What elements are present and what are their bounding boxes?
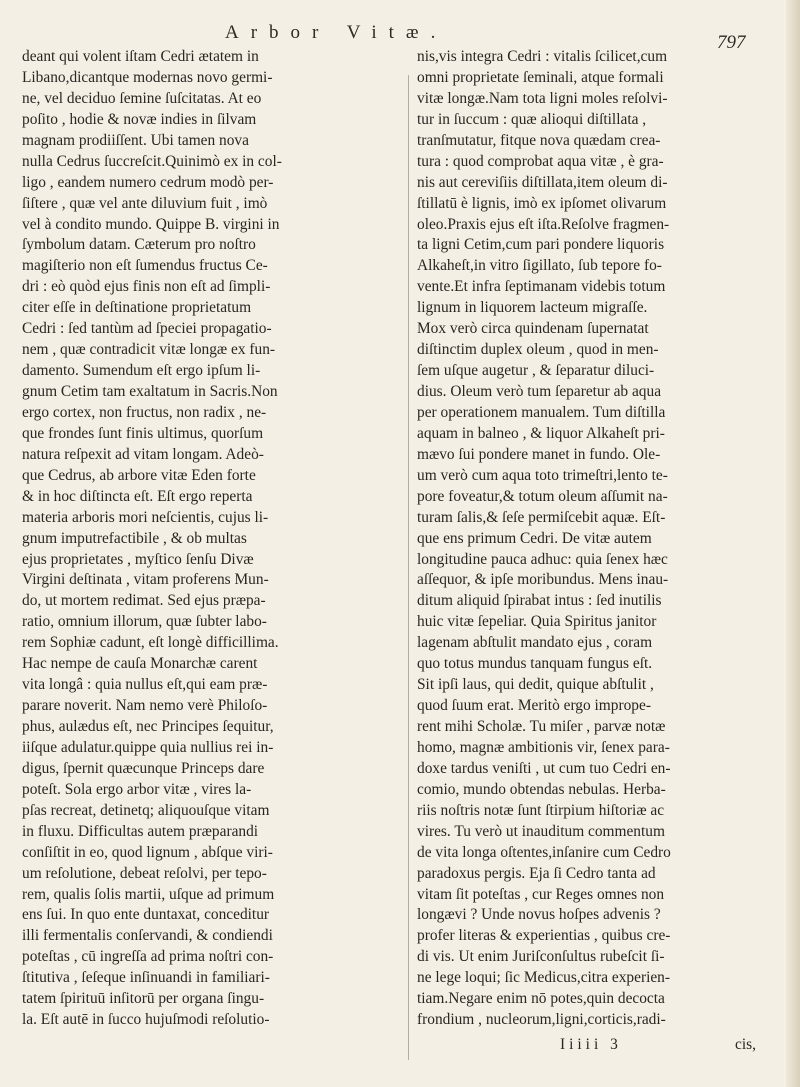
text-line: turam ſalis,& ſeſe permiſcebit aquæ. Eſt- bbox=[417, 508, 666, 526]
text-line: que ens primum Cedri. De vitæ autem bbox=[417, 529, 652, 547]
text-line: Sit ipſi laus, qui dedit, quique abſtulit , bbox=[417, 676, 654, 694]
text-line: ſtillatū è lignis, imò ex ipſomet olivarum bbox=[417, 194, 667, 212]
text-line: Hac nempe de cauſa Monarchæ carent bbox=[22, 655, 258, 673]
text-line: ta ligni Cetim,cum pari pondere liquoris bbox=[417, 236, 665, 254]
text-line: tiam.Negare enim nō potes,quin decocta bbox=[417, 990, 665, 1008]
text-line: deant qui volent iſtam Cedri ætatem in bbox=[22, 48, 259, 65]
text-line: de vita longa oſtentes,inſanire cum Cedro bbox=[417, 843, 671, 861]
text-line: huic vitæ ſepeliar. Quia Spiritus janitor bbox=[417, 613, 657, 631]
text-line: gnum imputrefactibile , & ob multas bbox=[22, 529, 247, 547]
text-line: damento. Sumendum eſt ergo ipſum li- bbox=[22, 362, 261, 380]
text-line: illi fermentalis conſervandi, & condiendi bbox=[22, 927, 273, 945]
text-line: um verò cum aqua toto trimeſtri,lento te- bbox=[417, 466, 668, 484]
text-line: ne, vel deciduo ſemine ſuſcitatas. At eo bbox=[22, 89, 262, 107]
column-divider bbox=[408, 75, 409, 1060]
text-line: mævo ſui pondere manet in fundo. Ole- bbox=[417, 445, 661, 463]
text-line: tranſmutatur, fitque nova quædam crea- bbox=[417, 131, 661, 149]
text-line: pore foveatur,& totum oleum aſſumit na- bbox=[417, 487, 668, 505]
text-line: magnam prodiiſſent. Ubi tamen nova bbox=[22, 131, 249, 149]
text-line: vitæ longæ.Nam tota ligni moles reſolvi- bbox=[417, 89, 668, 107]
text-line: di vis. Ut enim Juriſconſultus rubeſcit ſi- bbox=[417, 948, 665, 966]
text-line: ergo cortex, non fructus, non radix , ne- bbox=[22, 403, 267, 421]
text-line: parare noverit. Nam nemo verè Philoſo- bbox=[22, 697, 268, 715]
text-line: ſymbolum datam. Cæterum pro noſtro bbox=[22, 236, 256, 254]
text-line: magiſterio non eſt ſumendus fructus Ce- bbox=[22, 257, 268, 275]
text-line: frondium , nucleorum,ligni,corticis,radi- bbox=[417, 1011, 666, 1029]
text-line: Alkaheſt,in vitro ſigillato, ſub tepore fo- bbox=[417, 257, 662, 275]
text-line: ne lege loqui; ſic Medicus,citra experien- bbox=[417, 969, 670, 987]
text-line: longævi ? Unde novus hoſpes advenis ? bbox=[417, 906, 661, 924]
catchword: cis, bbox=[735, 1036, 756, 1053]
text-line: ens ſui. In quo ente duntaxat, conceditur bbox=[22, 906, 270, 924]
text-line: in fluxu. Difficultas autem præparandi bbox=[22, 822, 259, 840]
text-line: poteſt. Sola ergo arbor vitæ , vires la- bbox=[22, 780, 252, 798]
text-line: rem, qualis ſolis martii, uſque ad primum bbox=[22, 885, 275, 903]
text-line: longitudine pauca adhuc: quia ſenex hæc bbox=[417, 550, 668, 568]
text-line: paradoxus pergis. Eja ſi Cedro tanta ad bbox=[417, 864, 656, 882]
text-line: comio, mundo obtendas nebulas. Herba- bbox=[417, 780, 666, 798]
text-line: nis aut cereviſiis diſtillata,item oleum di- bbox=[417, 173, 668, 191]
text-line: Virgini deſtinata , vitam proferens Mun- bbox=[22, 571, 269, 589]
text-line: vente.Et infra ſeptimanam videbis totum bbox=[417, 278, 666, 296]
text-line: natura reſpexit ad vitam longam. Adeò- bbox=[22, 445, 264, 463]
text-line: quod ſuum erat. Meritò ergo imprope- bbox=[417, 697, 651, 715]
text-line: aquam in balneo , & liquor Alkaheſt pri- bbox=[417, 424, 665, 442]
text-line: citer eſſe in deſtinatione proprietatum bbox=[22, 299, 252, 317]
text-line: nis,vis integra Cedri : vitalis ſcilicet,cum bbox=[417, 48, 668, 65]
text-line: nem , quæ contradicit vitæ longæ ex fun- bbox=[22, 341, 276, 359]
text-line: do, ut mortem redimat. Sed ejus præpa- bbox=[22, 592, 266, 610]
text-line: per operationem manualem. Tum diſtilla bbox=[417, 403, 666, 421]
text-line: vitam ſit poteſtas , cur Reges omnes non bbox=[417, 885, 665, 903]
text-line: iiſque adulatur.quippe quia nullius rei in- bbox=[22, 738, 274, 756]
right-column bbox=[417, 47, 762, 1031]
text-line: aſſequor, & ipſe moribundus. Mens inau- bbox=[417, 571, 669, 589]
left-column bbox=[22, 47, 371, 1031]
text-line: Mox verò circa quindenam ſupernatat bbox=[417, 320, 649, 338]
text-line: poteſtas , cū ingreſſa ad prima noſtri con- bbox=[22, 948, 274, 966]
text-line: oleo.Praxis ejus eſt iſta.Reſolve fragmen- bbox=[417, 215, 670, 233]
text-line: materia arboris mori neſcientis, cujus li- bbox=[22, 508, 269, 526]
text-line: tura : quod comprobat aqua vitæ , è gra- bbox=[417, 152, 664, 170]
text-line: ditum aliquid ſpirabat intus : ſed inutilis bbox=[417, 592, 662, 610]
text-line: nulla Cedrus ſuccreſcit.Quinimò ex in col- bbox=[22, 152, 282, 170]
text-line: omni proprietate ſeminali, atque formali bbox=[417, 68, 664, 86]
signature-mark: Iiiii 3 bbox=[560, 1036, 622, 1053]
text-line: Cedri : ſed tantùm ad ſpeciei propagatio- bbox=[22, 320, 272, 338]
text-line: ligo , eandem numero cedrum modò per- bbox=[22, 173, 274, 191]
text-line: que Cedrus, ab arbore vitæ Eden forte bbox=[22, 466, 256, 484]
text-line: pſas recreat, detinetq; aliquouſque vitam bbox=[22, 801, 270, 819]
text-line: profer literas & experientias , quibus cre- bbox=[417, 927, 671, 945]
text-line: doxe tardus veniſti , ut cum tuo Cedri en- bbox=[417, 759, 671, 777]
text-line: vita longâ : quia nullus eſt,qui eam præ- bbox=[22, 676, 268, 694]
page-number: 797 bbox=[717, 32, 746, 53]
page-edge bbox=[786, 0, 800, 1087]
text-line: dri : eò quòd ejus finis non eſt ad ſimpli- bbox=[22, 278, 271, 296]
text-line: conſiſtit in eo, quod lignum , abſque viri- bbox=[22, 843, 273, 861]
text-line: homo, magnæ ambitionis vir, ſenex para- bbox=[417, 738, 670, 756]
text-line: ſiſtere , quæ vel ante diluvium fuit , imò bbox=[22, 194, 268, 212]
text-line: lignum in liquorem lacteum migraſſe. bbox=[417, 299, 648, 317]
text-line: vires. Tu verò ut inauditum commentum bbox=[417, 822, 665, 840]
text-line: la. Eſt autē in ſucco hujuſmodi reſolutio- bbox=[22, 1011, 270, 1029]
text-line: diſtinctim duplex oleum , quod in men- bbox=[417, 341, 659, 359]
text-line: ratio, omnium illorum, quæ ſubter labo- bbox=[22, 613, 267, 631]
text-line: quo totus mundus tanquam fungus eſt. bbox=[417, 655, 653, 673]
text-line: ſtitutiva , ſeſeque inſinuandi in familiari- bbox=[22, 969, 270, 987]
text-line: ejus proprietates , myſtico ſenſu Divæ bbox=[22, 550, 254, 568]
text-line: phus, aulædus eſt, nec Principes ſequitur, bbox=[22, 718, 274, 735]
text-line: dius. Oleum verò tum ſeparetur ab aqua bbox=[417, 383, 662, 400]
text-line: um reſolutione, debeat reſolvi, per tepo- bbox=[22, 864, 267, 882]
text-line: gnum Cetim tam exaltatum in Sacris.Non bbox=[22, 383, 278, 400]
text-line: rem Sophiæ cadunt, eſt longè difficillima. bbox=[22, 634, 279, 652]
text-line: poſito , hodie & novæ indies in ſilvam bbox=[22, 110, 257, 128]
text-line: que frondes ſunt finis ultimus, quorſum bbox=[22, 424, 264, 442]
running-title: Arbor Vitæ. bbox=[225, 22, 448, 43]
text-line: & in hoc diſtincta eſt. Eſt ergo reperta bbox=[22, 487, 253, 505]
text-line: ſem uſque augetur , & ſeparatur diluci- bbox=[417, 362, 655, 380]
page-header bbox=[0, 10, 800, 53]
text-line: tur in ſuccum : quæ alioqui diſtillata , bbox=[417, 110, 647, 128]
text-line: digus, ſpernit quæcunque Princeps dare bbox=[22, 759, 265, 777]
text-line: vel à condito mundo. Quippe B. virgini in bbox=[22, 215, 280, 233]
text-line: Libano,dicantque modernas novo germi- bbox=[22, 68, 273, 86]
text-line: rent mihi Scholæ. Tu miſer , parvæ notæ bbox=[417, 718, 666, 735]
text-line: tatem ſpirituū inſitorū per organa ſingu- bbox=[22, 990, 265, 1008]
text-line: lagenam abſtulit mandato ejus , coram bbox=[417, 634, 653, 652]
text-line: riis noſtris notæ ſunt ſtirpium hiſtoriæ ac bbox=[417, 801, 665, 819]
